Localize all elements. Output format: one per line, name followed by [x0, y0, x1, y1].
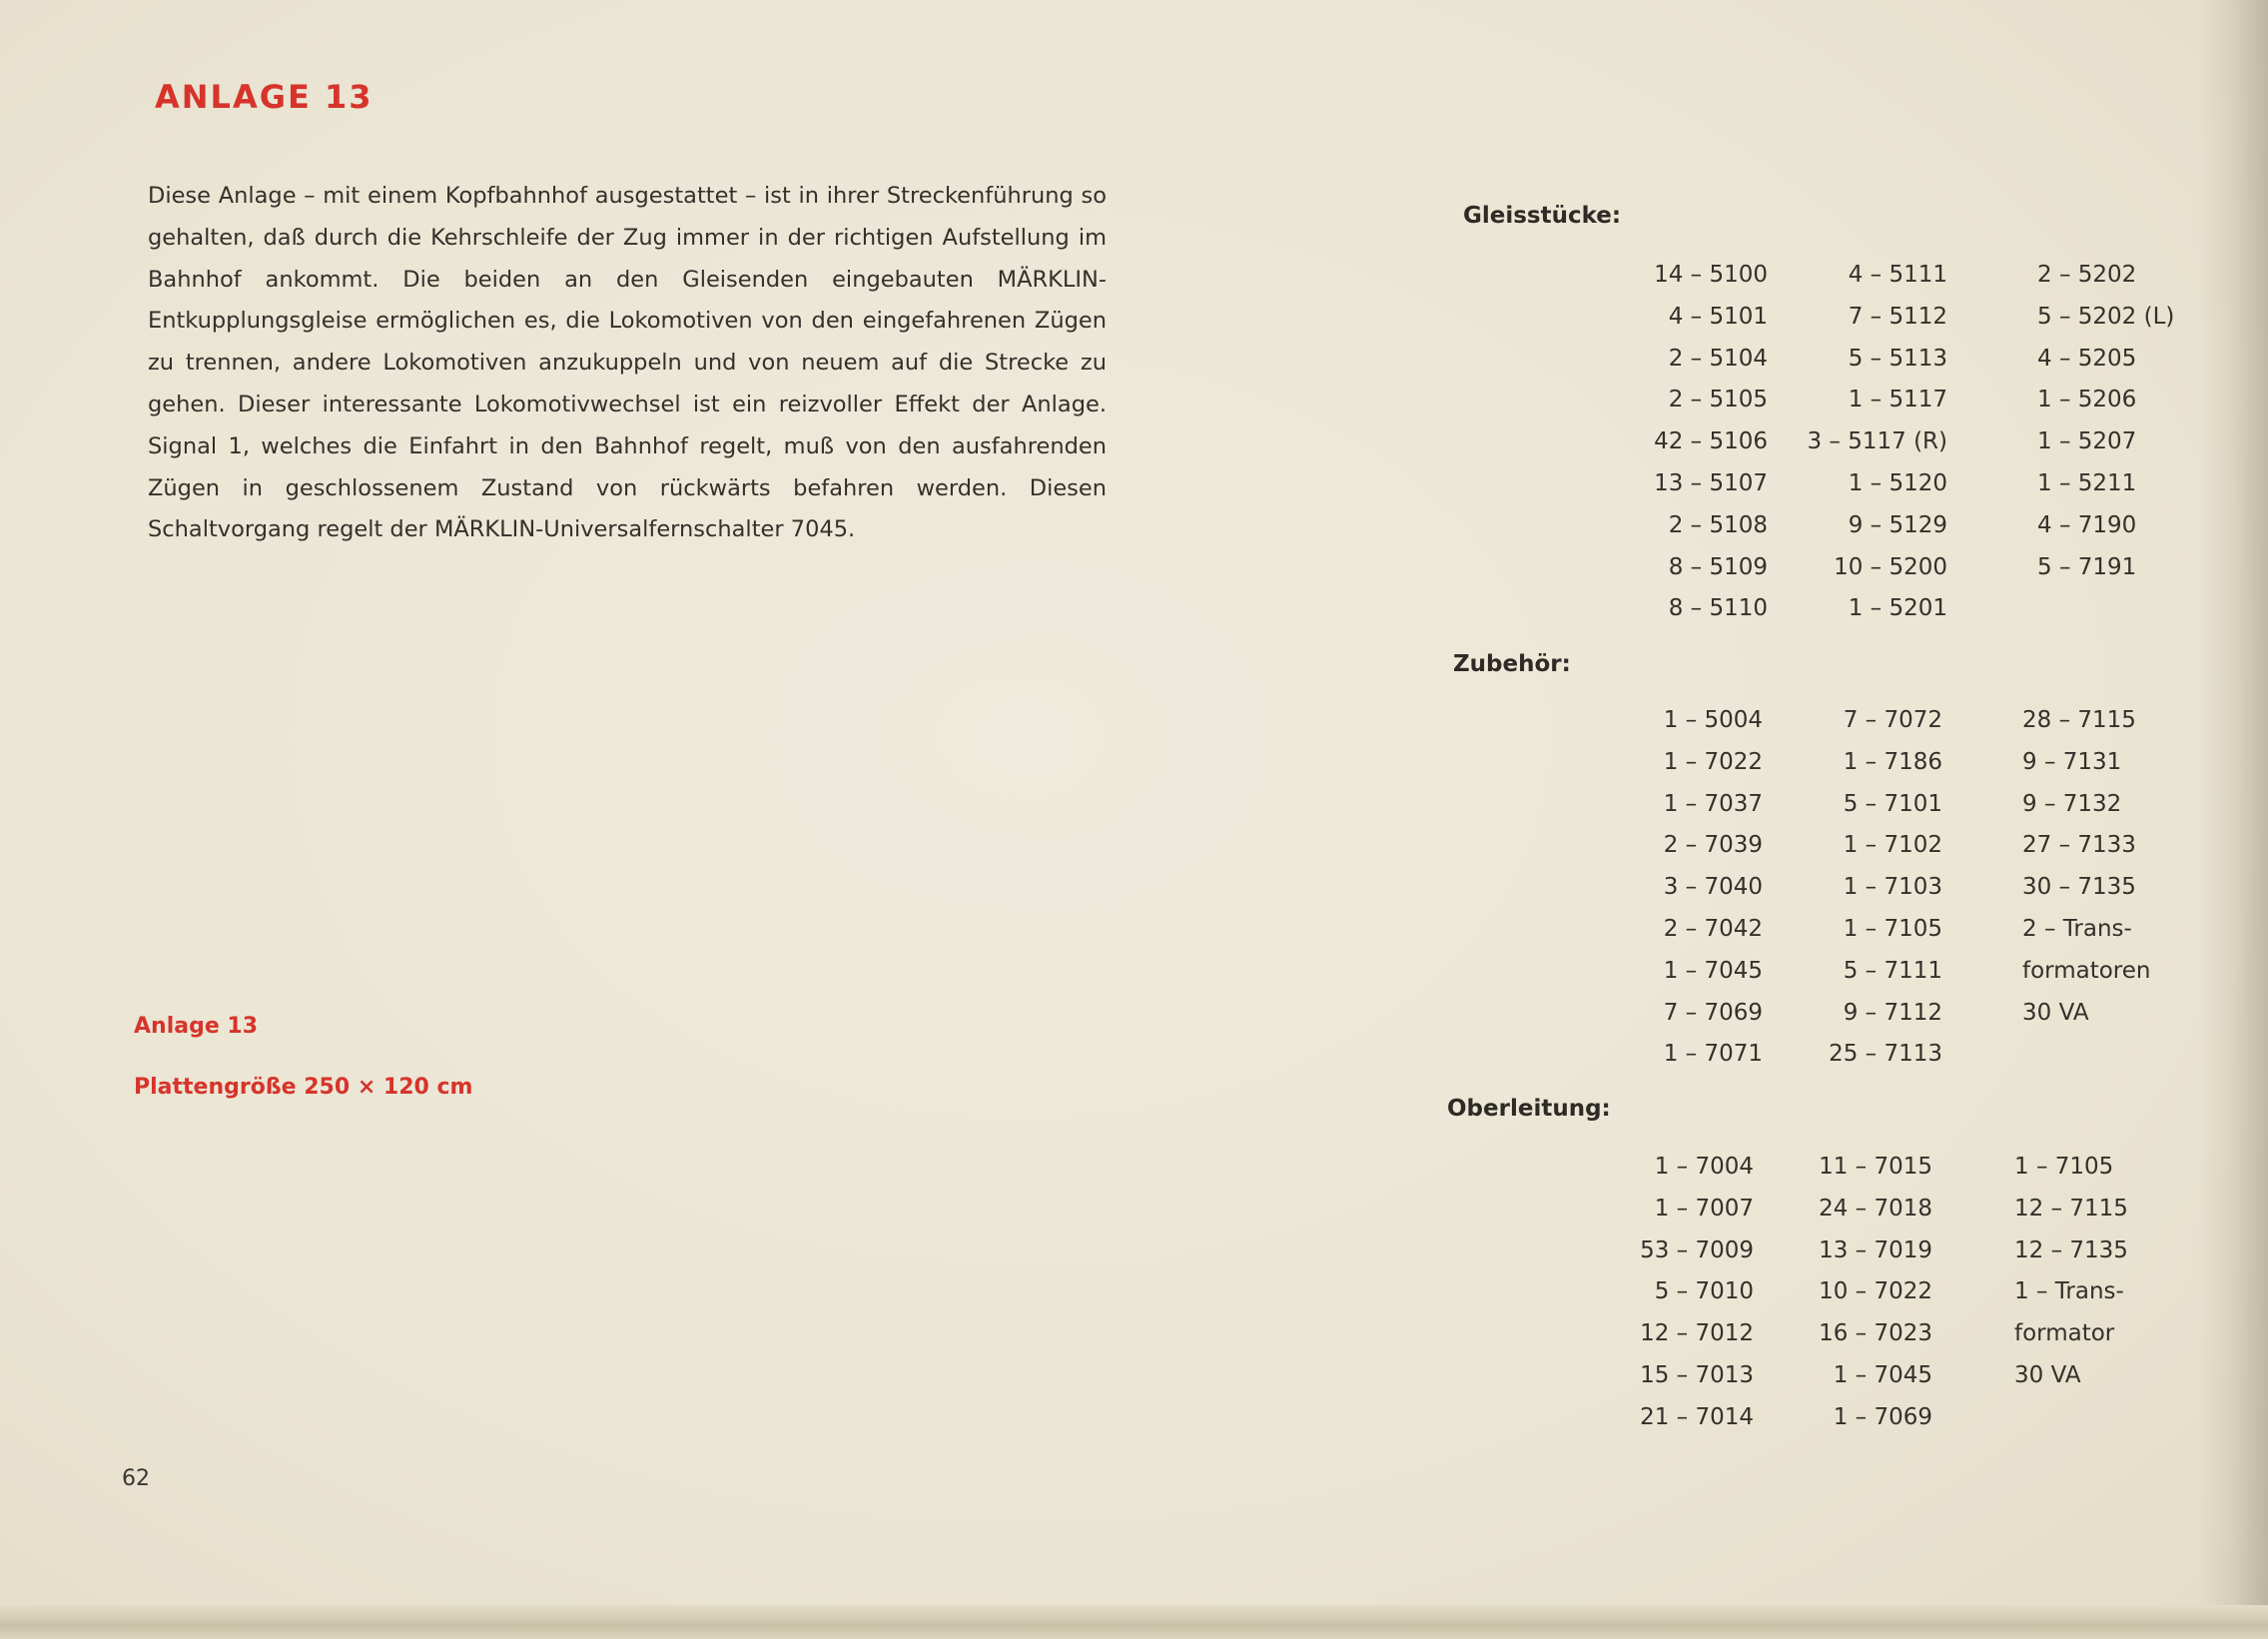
- gleisstuecke-item: 42 – 5106: [1654, 428, 1768, 455]
- oberleitung-item: 1 – 7004: [1654, 1154, 1754, 1180]
- gleisstuecke-item: 2 – 5108: [1668, 511, 1768, 538]
- gleisstuecke-item: 14 – 5100: [1654, 262, 1768, 288]
- zubehoer-item: 1 – 7102: [1843, 832, 1942, 859]
- oberleitung-item: 5 – 7010: [1654, 1278, 1754, 1305]
- zubehoer-item: formatoren: [2022, 957, 2151, 984]
- zubehoer-item: 1 – 5004: [1663, 707, 1763, 733]
- gleisstuecke-item: 5 – 5202 (L): [2037, 303, 2175, 330]
- zubehoer-item: 25 – 7113: [1829, 1041, 1942, 1068]
- zubehoer-item: 1 – 7045: [1663, 957, 1763, 984]
- oberleitung-item: 1 – 7105: [2014, 1154, 2114, 1180]
- section-title-gleisstuecke: Gleisstücke:: [1463, 203, 1622, 229]
- oberleitung-item: formator: [2014, 1320, 2115, 1347]
- page-bottom-edge: [0, 1605, 2268, 1639]
- zubehoer-item: 27 – 7133: [2022, 832, 2136, 859]
- zubehoer-item: 9 – 7112: [1843, 999, 1942, 1026]
- gleisstuecke-item: 4 – 5205: [2037, 345, 2137, 372]
- gleisstuecke-item: 1 – 5201: [1848, 595, 1947, 622]
- gleisstuecke-item: 13 – 5107: [1654, 470, 1768, 496]
- section-title-zubehoer: Zubehör:: [1453, 651, 1571, 677]
- gleisstuecke-item: 4 – 5111: [1848, 262, 1947, 288]
- oberleitung-item: 1 – Trans-: [2014, 1278, 2124, 1305]
- gleisstuecke-item: 5 – 5113: [1848, 345, 1947, 372]
- gleisstuecke-item: 1 – 5207: [2037, 428, 2137, 455]
- gleisstuecke-item: 10 – 5200: [1834, 553, 1947, 580]
- oberleitung-item: 10 – 7022: [1819, 1278, 1932, 1305]
- gleisstuecke-item: 1 – 5120: [1848, 470, 1947, 496]
- gleisstuecke-item: 3 – 5117 (R): [1807, 428, 1947, 455]
- zubehoer-item: 28 – 7115: [2022, 707, 2136, 733]
- page-heading: ANLAGE 13: [155, 78, 374, 116]
- zubehoer-item: 7 – 7069: [1663, 999, 1763, 1026]
- zubehoer-item: 3 – 7040: [1663, 874, 1763, 901]
- oberleitung-item: 53 – 7009: [1640, 1236, 1754, 1263]
- gleisstuecke-item: 2 – 5104: [1668, 345, 1768, 372]
- zubehoer-item: 2 – 7039: [1663, 832, 1763, 859]
- gleisstuecke-item: 2 – 5105: [1668, 387, 1768, 413]
- zubehoer-item: 1 – 7022: [1663, 748, 1763, 775]
- zubehoer-item: 30 VA: [2022, 999, 2089, 1026]
- oberleitung-item: 12 – 7115: [2014, 1195, 2128, 1222]
- gleisstuecke-item: 8 – 5109: [1668, 553, 1768, 580]
- zubehoer-item: 30 – 7135: [2022, 874, 2136, 901]
- zubehoer-item: 5 – 7101: [1843, 790, 1942, 817]
- oberleitung-item: 30 VA: [2014, 1362, 2081, 1388]
- zubehoer-item: 7 – 7072: [1843, 707, 1942, 733]
- zubehoer-item: 9 – 7132: [2022, 790, 2122, 817]
- oberleitung-item: 13 – 7019: [1819, 1236, 1932, 1263]
- zubehoer-item: 1 – 7186: [1843, 748, 1942, 775]
- gleisstuecke-item: 2 – 5202: [2037, 262, 2137, 288]
- zubehoer-item: 1 – 7037: [1663, 790, 1763, 817]
- gleisstuecke-item: 9 – 5129: [1848, 511, 1947, 538]
- zubehoer-item: 5 – 7111: [1843, 957, 1942, 984]
- zubehoer-item: 2 – Trans-: [2022, 916, 2132, 942]
- gleisstuecke-item: 1 – 5117: [1848, 387, 1947, 413]
- zubehoer-item: 2 – 7042: [1663, 916, 1763, 942]
- page-number: 62: [122, 1466, 150, 1491]
- layout-caption-size: Plattengröße 250 × 120 cm: [134, 1075, 473, 1100]
- oberleitung-item: 12 – 7012: [1640, 1320, 1754, 1347]
- oberleitung-item: 1 – 7069: [1833, 1403, 1932, 1430]
- gleisstuecke-item: 8 – 5110: [1668, 595, 1768, 622]
- oberleitung-item: 1 – 7045: [1833, 1362, 1932, 1388]
- oberleitung-item: 1 – 7007: [1654, 1195, 1754, 1222]
- gleisstuecke-item: 1 – 5206: [2037, 387, 2137, 413]
- intro-paragraph: Diese Anlage – mit einem Kopfbahnhof ausgestattet – ist in ihrer Streckenführung so gehalten, daß durch die Kehrschleife der Zug immer in der richtigen Aufstellung im Bahnhof ankommt. Die beiden an den Gleisenden eingebauten MÄRKLIN-Entkupplungsgleise ermöglichen es, die Lokomotiven von den eingefahrenen Zügen zu trennen, andere Lokomotiven anzukuppeln und von neuem auf die Strecke zu gehen. Dieser interessante Lokomotivwechsel ist ein reizvoller Effekt der Anlage. Signal 1, welches die Einfahrt in den Bahnhof regelt, muß von den ausfahrenden Zügen in geschlossenem Zustand von rückwärts befahren werden. Diesen Schaltvorgang regelt der MÄRKLIN-Universalfernschalter 7045.: [148, 183, 1107, 543]
- zubehoer-item: 9 – 7131: [2022, 748, 2122, 775]
- zubehoer-item: 1 – 7103: [1843, 874, 1942, 901]
- oberleitung-item: 12 – 7135: [2014, 1236, 2128, 1263]
- zubehoer-item: 1 – 7105: [1843, 916, 1942, 942]
- section-title-oberleitung: Oberleitung:: [1447, 1096, 1611, 1122]
- book-binding-shadow: [2198, 0, 2268, 1639]
- oberleitung-item: 16 – 7023: [1819, 1320, 1932, 1347]
- oberleitung-item: 15 – 7013: [1640, 1362, 1754, 1388]
- gleisstuecke-item: 5 – 7191: [2037, 553, 2137, 580]
- gleisstuecke-item: 7 – 5112: [1848, 303, 1947, 330]
- layout-caption-title: Anlage 13: [134, 1014, 259, 1039]
- oberleitung-item: 24 – 7018: [1819, 1195, 1932, 1222]
- gleisstuecke-item: 1 – 5211: [2037, 470, 2137, 496]
- oberleitung-item: 11 – 7015: [1819, 1154, 1932, 1180]
- oberleitung-item: 21 – 7014: [1640, 1403, 1754, 1430]
- gleisstuecke-item: 4 – 7190: [2037, 511, 2137, 538]
- zubehoer-item: 1 – 7071: [1663, 1041, 1763, 1068]
- gleisstuecke-item: 4 – 5101: [1668, 303, 1768, 330]
